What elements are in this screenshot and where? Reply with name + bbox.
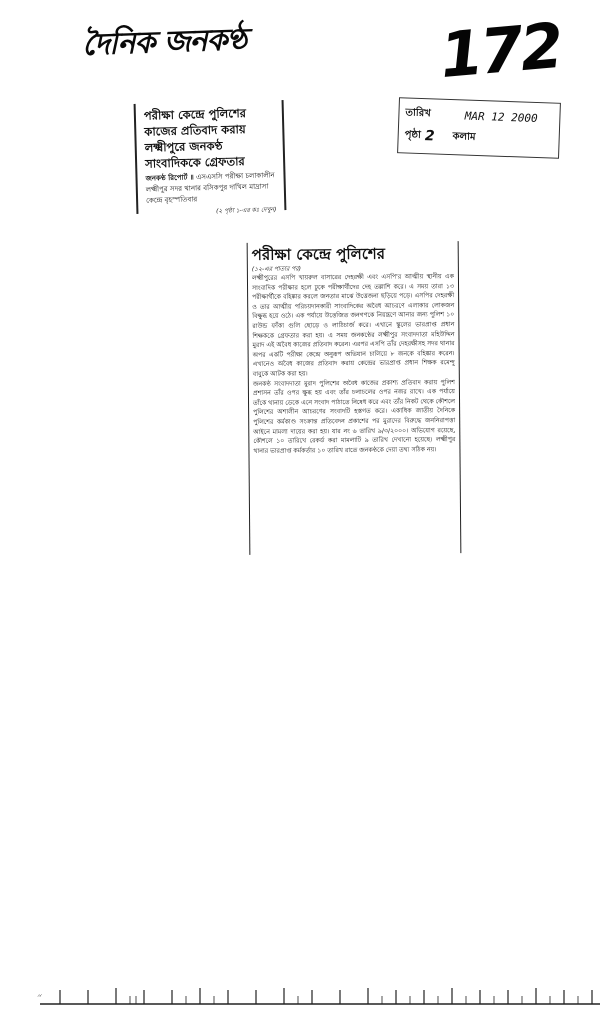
news-clipping-headline xyxy=(134,100,287,214)
stamp-date-value: MAR 12 2000 xyxy=(464,108,538,125)
clipping-1-continued: (২ পৃষ্ঠা ১-এর কঃ দেখুন) xyxy=(215,206,277,215)
clipping-1-text: এসএসসি পরীক্ষা চলাকালীন লক্ষ্মীপুর সদর থানার বসিকপুর দাখিল মাদ্রাসা কেন্দ্রে বৃহস্পতিবার xyxy=(145,171,275,205)
stamp-column-label: কলাম xyxy=(452,130,476,143)
date-page-stamp xyxy=(397,97,561,159)
newspaper-masthead: দৈনিক জনকণ্ঠ xyxy=(81,22,247,63)
news-clipping-continuation xyxy=(247,241,462,555)
clipping-2-paragraph: লক্ষ্মীপুরের এসপি খায়রুল বাসারের দেহরক্ষী এবং এসপি'র আত্মীয় স্থানীয় এক সাংবাদিক পরীক্ষার হলে ঢুকে পরীক্ষার্থীদের দেহ তল্লাশি করে। এ সময় তারা ১৩ পরীক্ষার্থীকে বহিষ্কার করলে জনতার মাঝে উত্তেজনা ছড়িয়ে পড়ে। এসপির দেহরক্ষী ও তার আত্মীয় পরিচয়দানকারী সাংবাদিকের অবৈধ আচরণে এলাকার লোকজন বিক্ষুব্ধ হয়ে ওঠে। এক পর্যায়ে উত্তেজিত জনগণকে নিয়ন্ত্রণে আনার জন্য পুলিশ ১০ রাউন্ড ফাঁকা গুলি ছোড়ে ও লাঠিচার্জ করে। এখানে স্কুলের ভারপ্রাপ্ত প্রধান শিক্ষককে গ্রেফতার করা হয়। এ সময় জনকণ্ঠের লক্ষ্মীপুর সংবাদদাতা মহিউদ্দিন মুরাদ এই অবৈধ কাজের প্রতিবাদ করেন। এরপর এসপি তাঁর দেহরক্ষীসহ সদর থানার অপর একটি পরীক্ষা কেন্দ্রে অনুরূপ অভিযান চালিয়ে ৮ জনকে বহিষ্কার করেন। এখানেও অবৈধ কাজের প্রতিবাদ করায় কেন্দ্রের ভারপ্রাপ্ত প্রধান শিক্ষক রমেন্দু বাবুকে আটক করা হয়। xyxy=(251,273,455,378)
clipping-2-paragraph: জনকণ্ঠ সংবাদদাতা মুরাদ পুলিশের অবৈধ কাজের প্রকাশ্য প্রতিবাদ করায় পুলিশ প্রশাসন তাঁর ওপর ক্ষুব্ধ হয় এবং তাঁর চলাচলের ওপর নজর রাখে। এক পর্যায়ে তাঁকে থানায় ডেকে এনে সংবাদ পাঠাতে নিষেধ করে এবং তাঁর নিকট থেকে কৌশলে পুলিশের অশালীন আচরণের সংবাদটি হস্তগত করে। একাধিক জাতীয় দৈনিকে পুলিশের কর্মকাণ্ড সংক্রান্ত প্রতিবেদন প্রকাশের পর মুরাদের বিরুদ্ধে জননিরাপত্তা আইনে মামলা দায়ের করা হয়। যার নং ৬ তারিখ ৯/৩/২০০০। অভিযোগ রয়েছে, কৌশলে ১০ তারিখে রেকর্ড করা মামলাটি ৯ তারিখ দেখানো হয়েছে। লক্ষ্মীপুর থানার ভারপ্রাপ্ত কর্মকর্তার ১০ তারিখ রাতে জনকণ্ঠকে দেয়া তথ্য সঠিক নয়। xyxy=(252,378,456,455)
clipping-2-headline: পরীক্ষা কেন্দ্রে পুলিশের xyxy=(251,244,386,264)
clipping-1-body xyxy=(145,170,276,206)
stamp-date-label: তারিখ xyxy=(405,106,432,119)
clipping-1-headline: পরীক্ষা কেন্দ্রে পুলিশের কাজের প্রতিবাদ করায় লক্ষ্মীপুরে জনকণ্ঠ সাংবাদিককে গ্রেফতার xyxy=(143,106,247,171)
stamp-page-label: পৃষ্ঠা xyxy=(404,128,422,141)
handwritten-page-number: 172 xyxy=(437,8,564,93)
scan-ruler-marks xyxy=(40,984,600,1012)
stamp-page-row xyxy=(404,124,553,151)
clipping-2-continuation-note: (১২-এর পাতার পর) xyxy=(251,265,301,273)
footer-mark: ২ xyxy=(36,993,44,998)
stamp-page-value: 2 xyxy=(424,128,435,145)
clipping-1-byline: জনকণ্ঠ রিপোর্ট ॥ xyxy=(145,173,194,183)
